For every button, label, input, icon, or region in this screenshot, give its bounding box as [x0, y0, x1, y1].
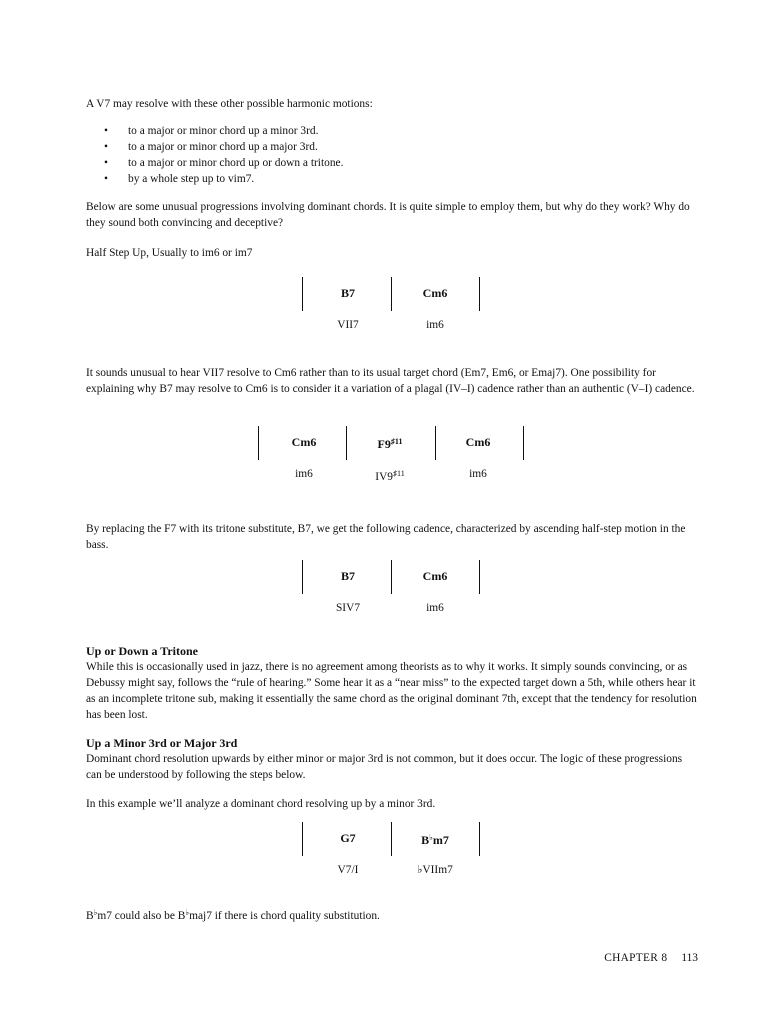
chord-symbol: B7 — [340, 286, 355, 300]
section-label-half-step: Half Step Up, Usually to im6 or im7 — [86, 247, 253, 259]
paragraph-example: In this example we’ll analyze a dominant chord resolving up by a minor 3rd. — [86, 798, 436, 810]
bar-line — [391, 822, 392, 856]
chapter-label: CHAPTER 8 — [604, 952, 668, 964]
chord-symbol: B7 — [340, 569, 355, 583]
roman-numeral: im6 — [469, 468, 487, 480]
chord-symbol: B♭m7 — [421, 833, 449, 847]
bar-line — [302, 822, 303, 856]
roman-numeral: $IV9^{♯11}$ — [375, 469, 405, 483]
paragraph-unusual: Below are some unusual progressions involving dominant chords. It is quite simple to employ them, but why do they work? Why do they sound both convincing and deceptive? — [86, 201, 690, 229]
paragraph-minor-major-3rd: Dominant chord resolution upwards by either minor or major 3rd is not common, but it does occur. The logic of these progressions can be understood by following the steps below. — [86, 753, 683, 781]
chord-progression-4 — [86, 822, 700, 880]
chord-symbol: $F9^{♯11}$ — [377, 437, 403, 451]
roman-numeral: im6 — [426, 602, 444, 614]
chord-symbol: Cm6 — [422, 569, 448, 583]
bar-line — [479, 277, 480, 311]
chord-symbol: G7 — [340, 831, 356, 845]
list-item: • to a major or minor chord up a major 3rd. — [86, 139, 686, 155]
bar-line — [258, 426, 259, 460]
intro-text: A V7 may resolve with these other possible harmonic motions: — [86, 98, 373, 110]
paragraph-tritone: While this is occasionally used in jazz, there is no agreement among theorists as to why it works. It simply sounds convincing, or as Debussy might say, follows the “rule of hearing.” Some hear it as a “near miss” to the expected target down a 5th, while others hear it as an incomplete tritone sub, making it essentially the same chord as the original dominant 7th, except that the tendency for resolution has been lost. — [86, 661, 697, 721]
page — [86, 0, 700, 1024]
bar-line — [302, 277, 303, 311]
bar-line — [302, 560, 303, 594]
chord-symbol: Cm6 — [422, 286, 448, 300]
list-item: • to a major or minor chord up a minor 3rd. — [86, 123, 686, 139]
list-item: • to a major or minor chord up or down a tritone. — [86, 155, 686, 171]
bar-line — [479, 560, 480, 594]
chord-symbol: Cm6 — [465, 435, 491, 449]
bar-line — [479, 822, 480, 856]
chord-progression-1 — [86, 277, 700, 335]
chord-progression-3 — [86, 560, 700, 618]
roman-numeral: V7/I — [337, 864, 359, 876]
roman-numeral: im6 — [426, 319, 444, 331]
bullet-list — [86, 123, 686, 187]
heading-tritone: Up or Down a Tritone — [86, 644, 199, 658]
roman-numeral: SIV7 — [335, 602, 361, 614]
bar-line — [435, 426, 436, 460]
page-number: 113 — [681, 952, 698, 964]
chord-progression-2 — [86, 426, 700, 484]
paragraph-final-note: B♭m7 could also be B♭maj7 if there is chord quality substitution. — [86, 908, 380, 922]
bar-line — [523, 426, 524, 460]
roman-numeral: im6 — [295, 468, 313, 480]
list-item: • by a whole step up to vim7. — [86, 171, 686, 187]
chord-symbol: Cm6 — [291, 435, 317, 449]
bar-line — [346, 426, 347, 460]
roman-numeral: ♭VIIm7 — [417, 864, 453, 876]
bar-line — [391, 560, 392, 594]
bar-line — [391, 277, 392, 311]
page-footer — [558, 950, 698, 966]
paragraph-plagal: It sounds unusual to hear VII7 resolve to Cm6 rather than to its usual target chord (Em7, Em6, or Emaj7). One possibility for explaining why B7 may resolve to Cm6 is to consider it a variation of a plagal (IV–I) cadence rather than an authentic (V–I) cadence. — [86, 367, 695, 395]
roman-numeral: VII7 — [337, 319, 359, 331]
heading-minor-major-3rd: Up a Minor 3rd or Major 3rd — [86, 736, 238, 750]
paragraph-tritone-sub: By replacing the F7 with its tritone substitute, B7, we get the following cadence, characterized by ascending half-step motion in the bass. — [86, 523, 686, 551]
